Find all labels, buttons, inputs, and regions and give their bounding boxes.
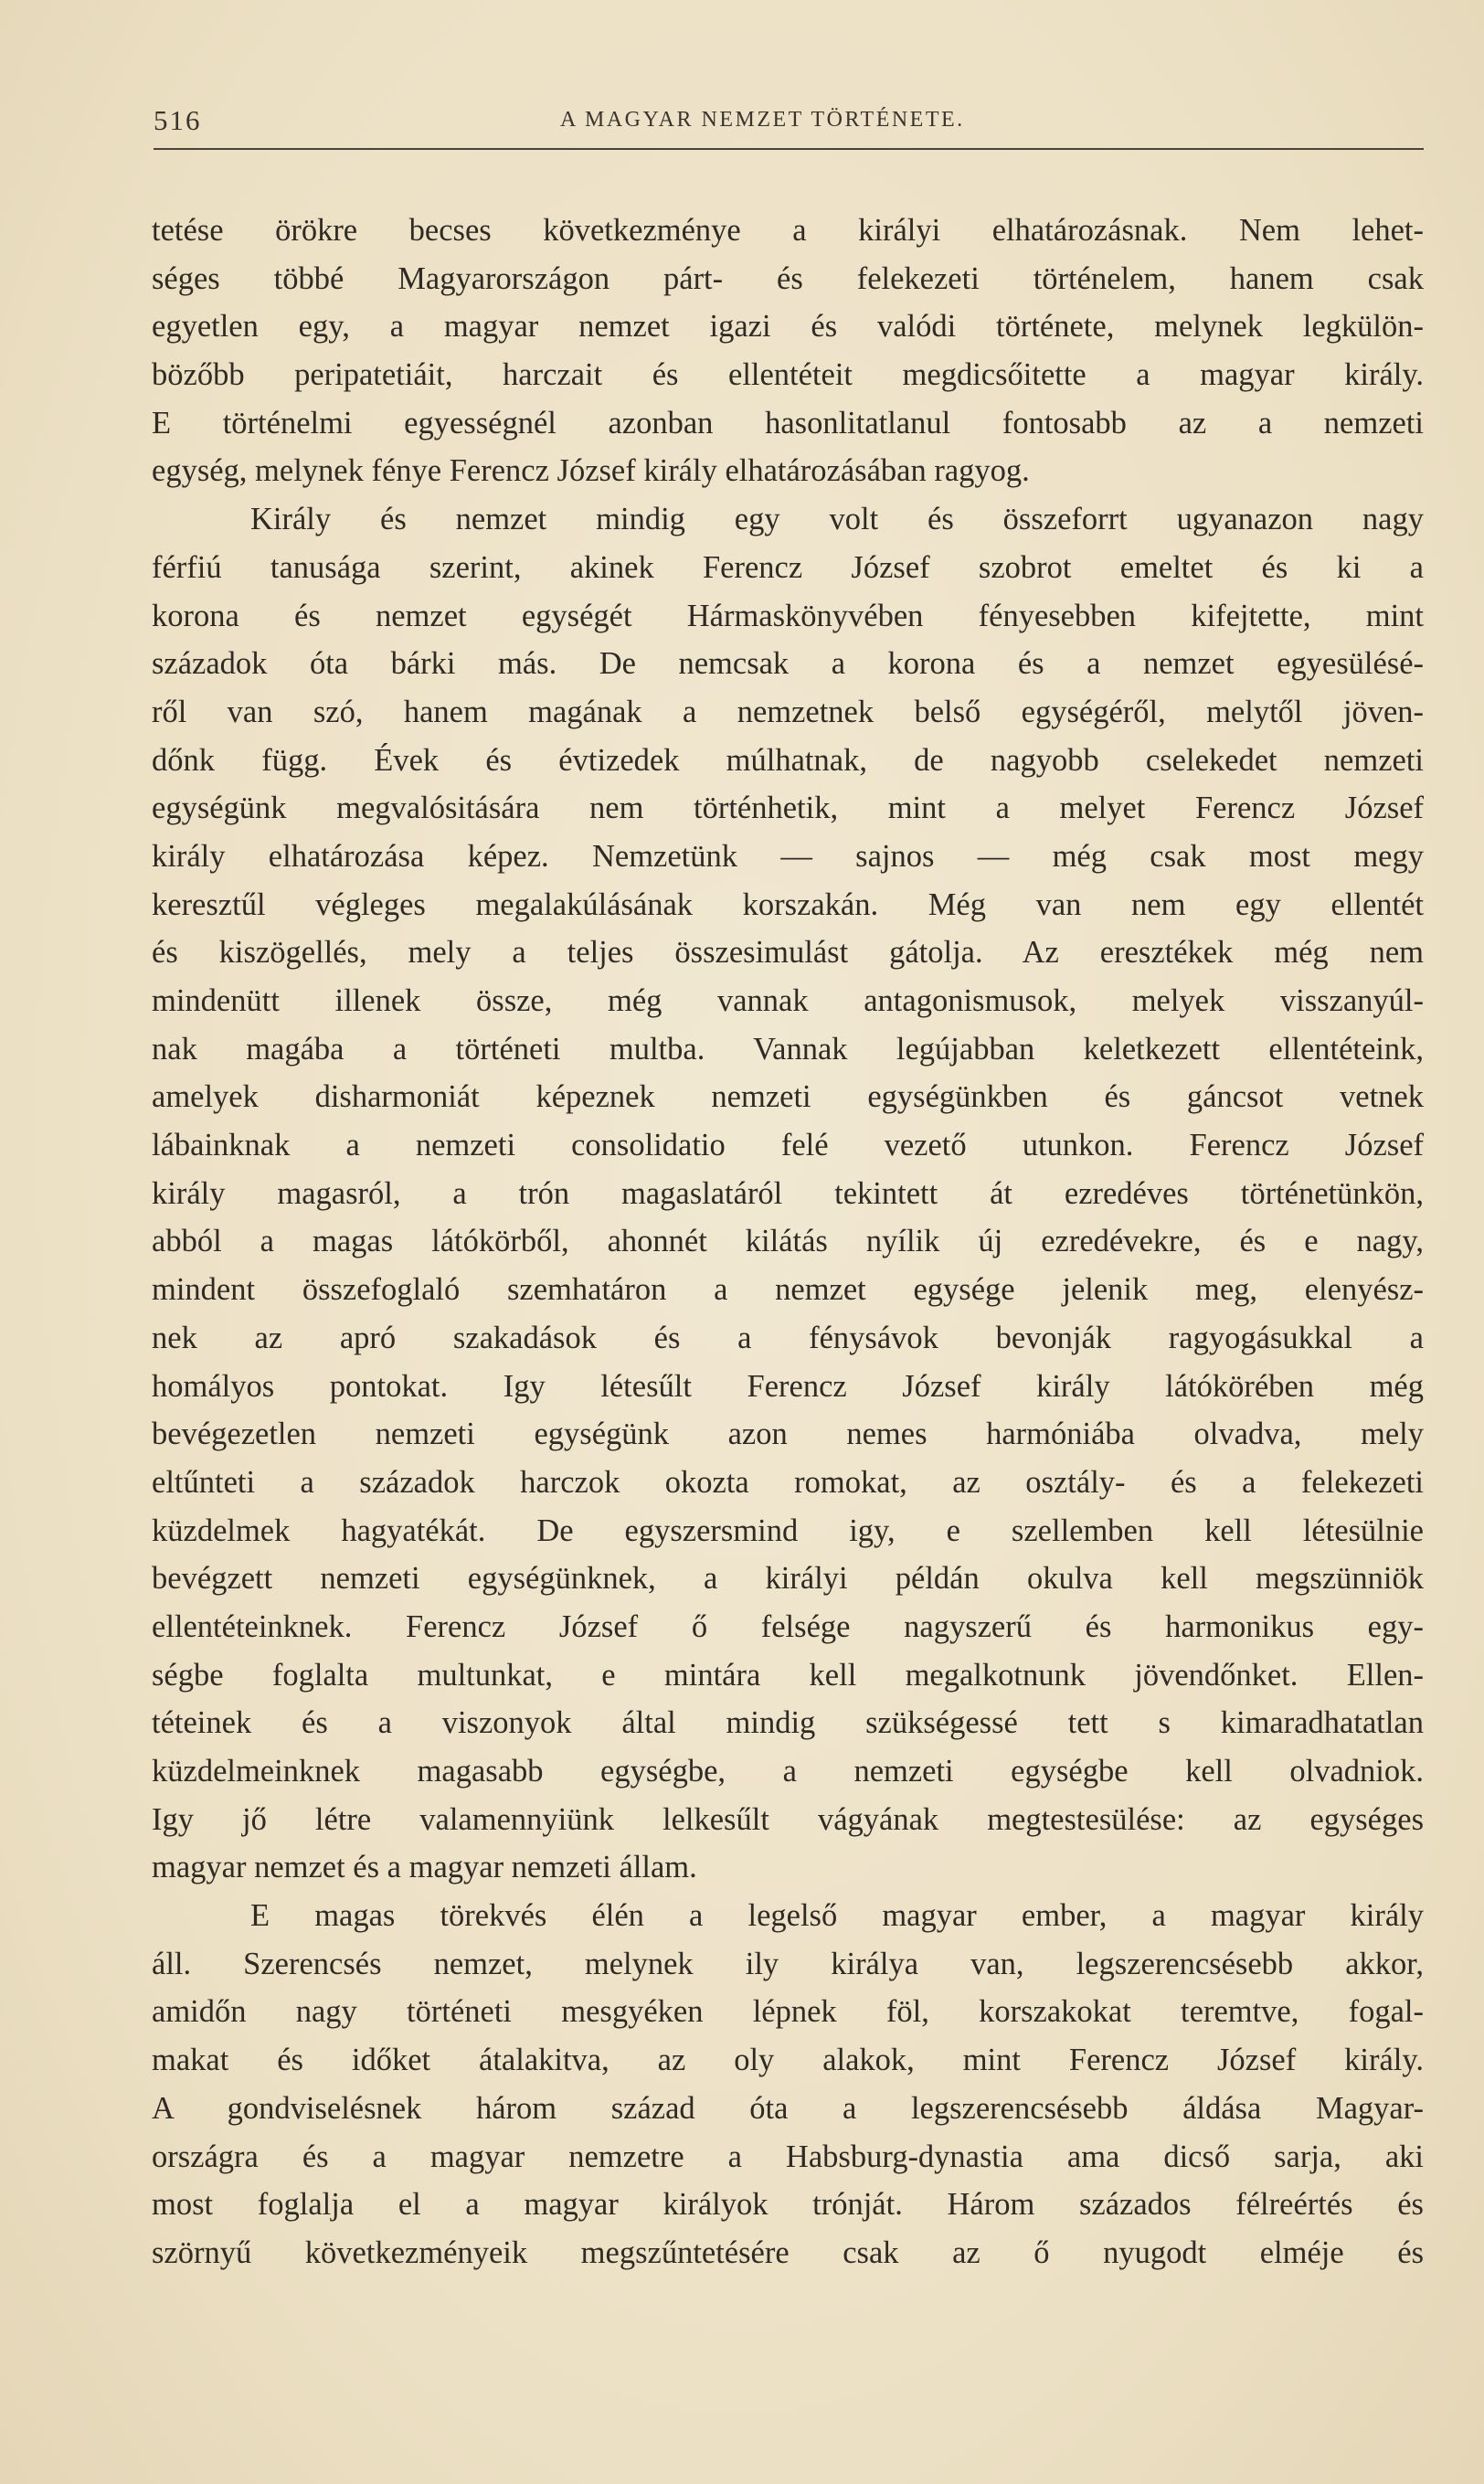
- text-line: bevégzett nemzeti egységünknek, a királyi példán okulva kell megszünniök: [152, 1561, 1424, 1597]
- text-line: és kiszögellés, mely a teljes összesimulást gátolja. Az eresztékek még nem: [152, 935, 1424, 971]
- text-line: A gondviselésnek három század óta a legszerencsésebb áldása Magyar-: [152, 2090, 1424, 2126]
- text-line: lábainknak a nemzeti consolidatio felé vezető utunkon. Ferencz József: [152, 1128, 1424, 1163]
- text-line: dőnk függ. Évek és évtizedek múlhatnak, de nagyobb cselekedet nemzeti: [152, 742, 1424, 778]
- text-line: E történelmi egyességnél azonban hasonlitatlanul fontosabb az a nemzeti: [152, 405, 1424, 441]
- page-number: 516: [154, 104, 202, 136]
- text-line: séges többé Magyarországon párt- és felekezeti történelem, hanem csak: [152, 260, 1424, 296]
- body-text: [152, 207, 1424, 2277]
- text-line: korona és nemzet egységét Hármaskönyvében fényesebben kifejtette, mint: [152, 598, 1424, 633]
- text-line: eltűnteti a századok harczok okozta romokat, az osztály- és a felekezeti: [152, 1464, 1424, 1500]
- text-line: egységünk megvalósitására nem történhetik, mint a melyet Ferencz József: [152, 791, 1424, 826]
- text-line: bözőbb peripatetiáit, harczait és ellentéteit megdicsőitette a magyar király.: [152, 357, 1424, 393]
- text-line: áll. Szerencsés nemzet, melynek ily királya van, legszerencsésebb akkor,: [152, 1946, 1424, 1981]
- text-line: századok óta bárki más. De nemcsak a korona és a nemzet egyesülésé-: [152, 646, 1424, 682]
- text-line: amidőn nagy történeti mesgyéken lépnek föl, korszakokat teremtve, fogal-: [152, 1994, 1424, 2030]
- text-line: E magas törekvés élén a legelső magyar ember, a magyar király: [250, 1898, 1424, 1934]
- text-line: küzdelmek hagyatékát. De egyszersmind igy, e szellemben kell létesülnie: [152, 1513, 1424, 1548]
- text-line: király elhatározása képez. Nemzetünk — sajnos — még csak most megy: [152, 838, 1424, 874]
- text-line: amelyek disharmoniát képeznek nemzeti egységünkben és gáncsot vetnek: [152, 1079, 1424, 1115]
- running-title: A MAGYAR NEMZET TÖRTÉNETE.: [560, 108, 965, 132]
- running-head: [154, 95, 1424, 150]
- text-line: téteinek és a viszonyok által mindig szükségessé tett s kimaradhatatlan: [152, 1705, 1424, 1741]
- text-line: ellentéteinknek. Ferencz József ő felsége nagyszerű és harmonikus egy-: [152, 1608, 1424, 1644]
- text-line: makat és időket átalakitva, az oly alakok, mint Ferencz József király.: [152, 2043, 1424, 2078]
- text-line: egyetlen egy, a magyar nemzet igazi és valódi története, melynek legkülön-: [152, 309, 1424, 345]
- header-rule: [154, 148, 1424, 150]
- text-line: ségbe foglalta multunkat, e mintára kell megalkotnunk jövendőnket. Ellen-: [152, 1657, 1424, 1693]
- text-line: férfiú tanusága szerint, akinek Ferencz József szobrot emeltet és ki a: [152, 549, 1424, 585]
- text-line: nek az apró szakadások és a fénysávok bevonják ragyogásukkal a: [152, 1320, 1424, 1355]
- text-line: Igy jő létre valamennyiünk lelkesűlt vágyának megtestesülése: az egységes: [152, 1801, 1424, 1837]
- text-line: abból a magas látókörből, ahonnét kilátás nyílik új ezredévekre, és e nagy,: [152, 1224, 1424, 1259]
- text-line: szörnyű következményeik megszűntetésére csak az ő nyugodt elméje és: [152, 2235, 1424, 2270]
- text-line: magyar nemzet és a magyar nemzeti állam.: [152, 1850, 697, 1885]
- text-line: egység, melynek fénye Ferencz József király elhatározásában ragyog.: [152, 453, 1030, 489]
- text-line: mindent összefoglaló szemhatáron a nemzet egysége jelenik meg, elenyész-: [152, 1272, 1424, 1308]
- text-line: bevégezetlen nemzeti egységünk azon nemes harmóniába olvadva, mely: [152, 1417, 1424, 1452]
- text-line: mindenütt illenek össze, még vannak antagonismusok, melyek visszanyúl-: [152, 983, 1424, 1018]
- text-line: most foglalja el a magyar királyok trónját. Három százados félreértés és: [152, 2187, 1424, 2223]
- text-line: ről van szó, hanem magának a nemzetnek belső egységéről, melytől jöven-: [152, 694, 1424, 729]
- text-line: keresztűl végleges megalakúlásának korszakán. Még van nem egy ellentét: [152, 886, 1424, 922]
- text-line: homályos pontokat. Igy létesűlt Ferencz József király látókörében még: [152, 1368, 1424, 1404]
- text-line: nak magába a történeti multba. Vannak legújabban keletkezett ellentéteink,: [152, 1031, 1424, 1067]
- text-line: országra és a magyar nemzetre a Habsburg-dynastia ama dicső sarja, aki: [152, 2139, 1424, 2174]
- text-line: küzdelmeinknek magasabb egységbe, a nemzeti egységbe kell olvadniok.: [152, 1754, 1424, 1789]
- text-line: Király és nemzet mindig egy volt és összeforrt ugyanazon nagy: [250, 502, 1424, 537]
- text-line: tetése örökre becses következménye a királyi elhatározásnak. Nem lehet-: [152, 213, 1424, 248]
- text-line: király magasról, a trón magaslatáról tekintett át ezredéves történetünkön,: [152, 1175, 1424, 1211]
